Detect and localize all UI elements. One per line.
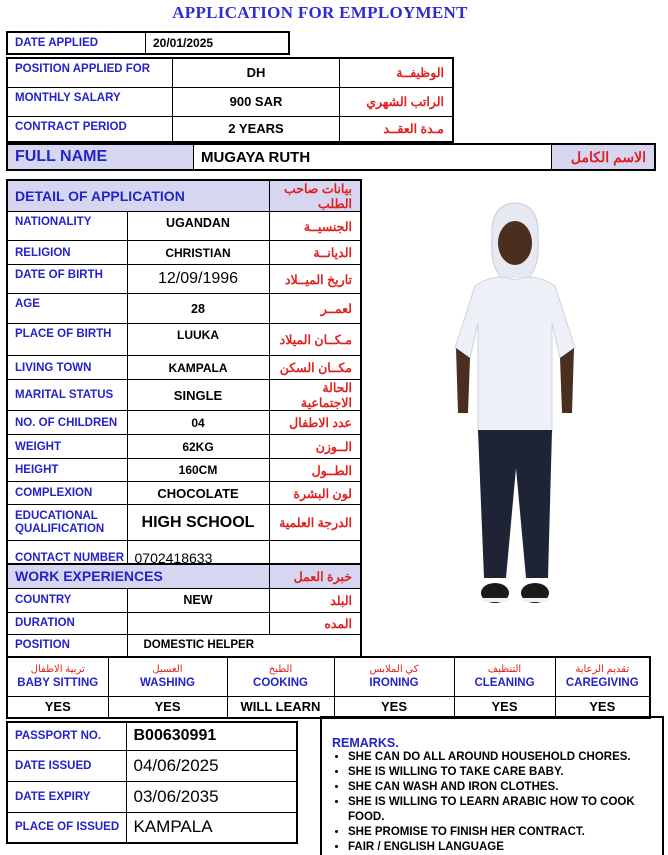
- details-header: DETAIL OF APPLICATION: [7, 180, 269, 212]
- detail-value-contact: 0702418633: [127, 541, 269, 577]
- full-name-row: [6, 143, 656, 171]
- detail-ar-complexion: لون البشرة: [269, 482, 361, 505]
- contract-label: CONTRACT PERIOD: [7, 116, 173, 142]
- detail-label-weight: WEIGHT: [7, 435, 127, 459]
- skill-cleaning: التنظيف CLEANING: [454, 657, 555, 696]
- detail-label-nationality: NATIONALITY: [7, 212, 127, 241]
- skill-cooking: الطبخ COOKING: [227, 657, 334, 696]
- detail-label-living-town: LIVING TOWN: [7, 356, 127, 380]
- skills-table: [6, 656, 651, 719]
- position-ar: الوظيفــة: [340, 58, 454, 87]
- applicant-photo: [440, 198, 590, 610]
- skill-ironing: كي الملابس IRONING: [334, 657, 454, 696]
- skill-value-washing: YES: [108, 696, 227, 718]
- detail-label-marital-status: MARITAL STATUS: [7, 380, 127, 411]
- skill-washing: الغسيل WASHING: [108, 657, 227, 696]
- work-ar-duration: المده: [269, 612, 361, 634]
- detail-value-place-of-birth: LUUKA: [127, 324, 269, 356]
- detail-ar-dob: تاريخ الميــلاد: [269, 265, 361, 294]
- detail-ar-marital-status: الحالة الاجتماعية: [269, 380, 361, 411]
- date-issued-label: DATE ISSUED: [7, 750, 126, 781]
- position-table: [6, 57, 454, 143]
- remark-item: • SHE IS WILLING TO TAKE CARE BABY.: [348, 765, 652, 780]
- skill-value-ironing: YES: [334, 696, 454, 718]
- work-value-country: NEW: [127, 588, 269, 612]
- skill-baby-sitting: تربية الاطفال BABY SITTING: [7, 657, 108, 696]
- skill-value-caregiving: YES: [555, 696, 650, 718]
- work-value-position: DOMESTIC HELPER: [127, 634, 361, 657]
- date-applied-label: DATE APPLIED: [7, 32, 146, 54]
- detail-label-age: AGE: [7, 294, 127, 324]
- detail-ar-age: لعمــر: [269, 294, 361, 324]
- detail-value-religion: CHRISTIAN: [127, 241, 269, 265]
- remark-item: • FAIR / ENGLISH LANGUAGE: [348, 840, 652, 855]
- details-table: [6, 179, 362, 578]
- full-name-ar: الاسم الكامل: [552, 144, 656, 170]
- full-name-value: MUGAYA RUTH: [194, 144, 552, 170]
- detail-ar-living-town: مكــان السكن: [269, 356, 361, 380]
- work-label-position: POSITION: [7, 634, 127, 657]
- detail-value-age: 28: [127, 294, 269, 324]
- place-issued-value: KAMPALA: [126, 812, 297, 843]
- contract-ar: مـدة العقــد: [340, 116, 454, 142]
- remark-item: • SHE CAN WASH AND IRON CLOTHES.: [348, 780, 652, 795]
- work-label-duration: DURATION: [7, 612, 127, 634]
- passport-no-label: PASSPORT NO.: [7, 722, 126, 750]
- remarks-list: [332, 750, 652, 855]
- work-label-country: COUNTRY: [7, 588, 127, 612]
- detail-value-weight: 62KG: [127, 435, 269, 459]
- work-header: WORK EXPERIENCES: [7, 564, 269, 588]
- detail-value-education: HIGH SCHOOL: [127, 505, 269, 541]
- detail-label-contact: CONTACT NUMBER: [7, 541, 127, 577]
- remarks-title: REMARKS.: [332, 736, 399, 750]
- skill-value-cooking: WILL LEARN: [227, 696, 334, 718]
- detail-value-complexion: CHOCOLATE: [127, 482, 269, 505]
- detail-value-height: 160CM: [127, 459, 269, 482]
- remarks-box: [320, 716, 664, 855]
- salary-value: 900 SAR: [173, 87, 340, 116]
- date-expiry-value: 03/06/2035: [126, 781, 297, 812]
- detail-value-nationality: UGANDAN: [127, 212, 269, 241]
- place-issued-label: PLACE OF ISSUED: [7, 812, 126, 843]
- remark-item: • SHE PROMISE TO FINISH HER CONTRACT.: [348, 825, 652, 840]
- work-header-ar: خبرة العمل: [269, 564, 361, 588]
- detail-ar-place-of-birth: مـكــان الميلاد: [269, 324, 361, 356]
- skill-caregiving: تقديم الرعاية CAREGIVING: [555, 657, 650, 696]
- remark-item: • SHE IS WILLING TO LEARN ARABIC HOW TO COOK FOOD.: [348, 795, 652, 825]
- work-ar-country: البلد: [269, 588, 361, 612]
- position-label: POSITION APPLIED FOR: [7, 58, 173, 87]
- date-expiry-label: DATE EXPIRY: [7, 781, 126, 812]
- detail-label-dob: DATE OF BIRTH: [7, 265, 127, 294]
- details-header-ar: بيانات صاحب الطلب: [269, 180, 361, 212]
- detail-ar-height: الطــول: [269, 459, 361, 482]
- passport-table: [6, 721, 298, 844]
- detail-value-living-town: KAMPALA: [127, 356, 269, 380]
- remark-item: • SHE CAN DO ALL AROUND HOUSEHOLD CHORES.: [348, 750, 652, 765]
- detail-label-education: EDUCATIONAL QUALIFICATION: [7, 505, 127, 541]
- detail-ar-education: الدرجة العلمية: [269, 505, 361, 541]
- detail-ar-children: عدد الاطفال: [269, 411, 361, 435]
- detail-label-religion: RELIGION: [7, 241, 127, 265]
- skill-value-cleaning: YES: [454, 696, 555, 718]
- contract-value: 2 YEARS: [173, 116, 340, 142]
- detail-ar-nationality: الجنسيــة: [269, 212, 361, 241]
- detail-value-children: 04: [127, 411, 269, 435]
- date-applied-value: 20/01/2025: [146, 32, 290, 54]
- skill-value-baby-sitting: YES: [7, 696, 108, 718]
- detail-value-marital-status: SINGLE: [127, 380, 269, 411]
- detail-label-complexion: COMPLEXION: [7, 482, 127, 505]
- detail-value-dob: 12/09/1996: [127, 265, 269, 294]
- salary-label: MONTHLY SALARY: [7, 87, 173, 116]
- page-title: APPLICATION FOR EMPLOYMENT: [172, 3, 468, 22]
- detail-label-height: HEIGHT: [7, 459, 127, 482]
- detail-label-place-of-birth: PLACE OF BIRTH: [7, 324, 127, 356]
- position-value: DH: [173, 58, 340, 87]
- passport-no-value: B00630991: [126, 722, 297, 750]
- full-name-label: FULL NAME: [7, 144, 194, 170]
- salary-ar: الراتب الشهري: [340, 87, 454, 116]
- detail-label-children: NO. OF CHILDREN: [7, 411, 127, 435]
- detail-ar-weight: الــوزن: [269, 435, 361, 459]
- date-applied-box: [6, 31, 290, 55]
- work-value-duration: [127, 612, 269, 634]
- date-issued-value: 04/06/2025: [126, 750, 297, 781]
- detail-ar-religion: الديانــة: [269, 241, 361, 265]
- work-table: [6, 563, 362, 658]
